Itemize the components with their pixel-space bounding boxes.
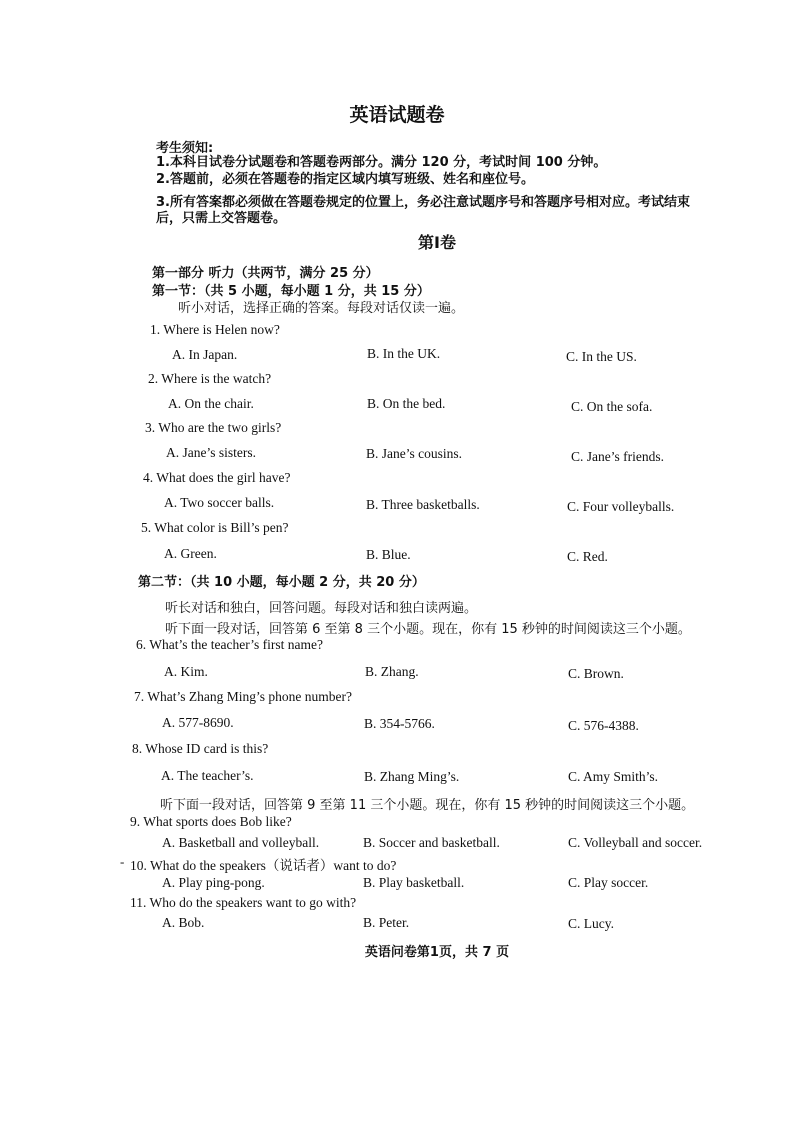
section2-heading: 第二节：（共 10 小题，每小题 2 分，共 20 分） <box>138 575 425 590</box>
question-11: 11. Who do the speakers want to go with? <box>130 895 357 910</box>
question-5: 5. What color is Bill’s pen? <box>141 520 289 535</box>
question-7: 7. What’s Zhang Ming’s phone number? <box>134 689 352 704</box>
section1-heading: 第一节：（共 5 小题，每小题 1 分，共 15 分） <box>152 284 430 299</box>
part1-heading: 第一部分 听力（共两节，满分 25 分） <box>152 266 379 281</box>
dialog-b-instruction: 听下面一段对话，回答第 9 至第 11 三个小题。现在，你有 15 秒钟的时间阅读这三个小题。 <box>160 798 695 813</box>
q3-option-b: B. Jane’s cousins. <box>366 446 462 461</box>
notice-line-3b: 后，只需上交答题卷。 <box>156 211 287 226</box>
question-4: 4. What does the girl have? <box>143 470 291 485</box>
q10-option-a: A. Play ping-pong. <box>162 875 265 890</box>
q7-option-a: A. 577-8690. <box>162 715 234 730</box>
dialog-a-instruction: 听下面一段对话，回答第 6 至第 8 三个小题。现在，你有 15 秒钟的时间阅读这三个小题。 <box>165 622 691 637</box>
q11-option-a: A. Bob. <box>162 915 205 930</box>
page-footer: 英语问卷第1页，共 7 页 <box>364 945 510 960</box>
notice-line-3a: 3.所有答案都必须做在答题卷规定的位置上，务必注意试题序号和答题序号相对应。考试结束 <box>156 195 690 210</box>
q1-option-b: B. In the UK. <box>367 346 441 361</box>
q5-option-c: C. Red. <box>567 549 608 564</box>
q4-option-a: A. Two soccer balls. <box>164 495 275 510</box>
q8-option-c: C. Amy Smith’s. <box>568 769 659 784</box>
q1-option-c: C. In the US. <box>566 349 637 364</box>
section2-instruction: 听长对话和独白，回答问题。每段对话和独白读两遍。 <box>165 601 478 616</box>
q10-option-c: C. Play soccer. <box>568 875 649 890</box>
q9-option-c: C. Volleyball and soccer. <box>568 835 703 850</box>
question-3: 3. Who are the two girls? <box>145 420 282 435</box>
q11-option-c: C. Lucy. <box>568 916 614 931</box>
q3-option-a: A. Jane’s sisters. <box>166 445 256 460</box>
q9-option-a: A. Basketball and volleyball. <box>162 835 320 850</box>
section1-instruction: 听小对话，选择正确的答案。每段对话仅读一遍。 <box>178 301 465 316</box>
q9-option-b: B. Soccer and basketball. <box>363 835 500 850</box>
q2-option-c: C. On the sofa. <box>571 399 653 414</box>
q6-option-a: A. Kim. <box>164 664 208 679</box>
question-1: 1. Where is Helen now? <box>150 322 280 337</box>
question-10: 10. What do the speakers（说话者）want to do? <box>130 858 397 873</box>
q10-option-b: B. Play basketball. <box>363 875 465 890</box>
notice-heading: 考生须知: <box>156 141 214 156</box>
margin-dash-mark: - <box>120 854 125 869</box>
notice-line-2: 2.答题前，必须在答题卷的指定区域内填写班级、姓名和座位号。 <box>156 172 534 187</box>
q7-option-b: B. 354-5766. <box>364 716 435 731</box>
question-8: 8. Whose ID card is this? <box>132 741 269 756</box>
q5-option-a: A. Green. <box>164 546 217 561</box>
notice-line-1: 1.本科目试卷分试题卷和答题卷两部分。满分 120 分，考试时间 100 分钟。 <box>156 155 607 170</box>
question-9: 9. What sports does Bob like? <box>130 814 292 829</box>
q7-option-c: C. 576-4388. <box>568 718 639 733</box>
q5-option-b: B. Blue. <box>366 547 411 562</box>
question-2: 2. Where is the watch? <box>148 371 272 386</box>
q2-option-a: A. On the chair. <box>168 396 254 411</box>
question-6: 6. What’s the teacher’s first name? <box>136 637 323 652</box>
exam-title: 英语试题卷 <box>349 104 445 126</box>
q2-option-b: B. On the bed. <box>367 396 446 411</box>
q11-option-b: B. Peter. <box>363 915 410 930</box>
q8-option-b: B. Zhang Ming’s. <box>364 769 460 784</box>
volume-title: 第I卷 <box>418 233 456 252</box>
q4-option-b: B. Three basketballs. <box>366 497 480 512</box>
q1-option-a: A. In Japan. <box>172 347 238 362</box>
q6-option-c: C. Brown. <box>568 666 624 681</box>
q3-option-c: C. Jane’s friends. <box>571 449 664 464</box>
q4-option-c: C. Four volleyballs. <box>567 499 675 514</box>
q6-option-b: B. Zhang. <box>365 664 419 679</box>
q8-option-a: A. The teacher’s. <box>161 768 254 783</box>
